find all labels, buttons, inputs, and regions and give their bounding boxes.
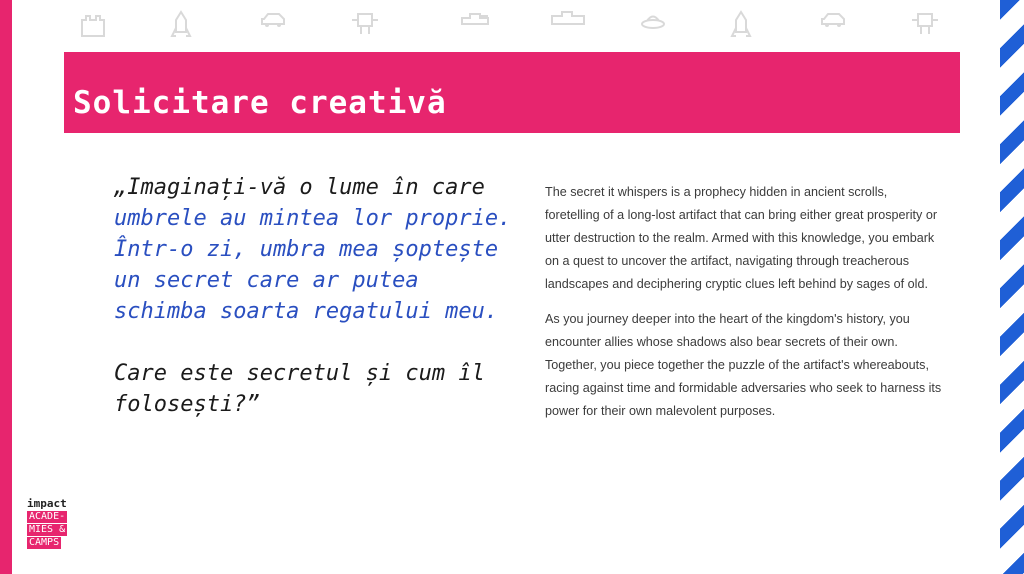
story-response [545,181,945,423]
logo-line: ACADE- [29,511,66,522]
robot-icon [910,10,940,36]
logo-line: MIES & [29,524,66,535]
tank-icon [460,10,490,28]
castle-icon [80,10,106,38]
slide-title: Solicitare creativă [73,85,447,121]
creative-prompt [114,172,514,420]
prompt-text-highlight: umbrele au mintea lor proprie. Într-o zi, umbra mea șoptește un secret care ar putea schimba soarta regatului meu. [114,206,512,324]
logo-word: impact [27,497,67,510]
right-striped-border [1000,0,1024,574]
prompt-text-intro: „Imaginați-vă o lume în care [114,175,485,200]
prompt-question: Care este secretul și cum îl folosești?” [114,361,485,417]
impact-academies-logo [27,497,97,550]
rocket-icon [730,10,752,40]
rocket-icon [170,10,192,40]
story-paragraph-2: As you journey deeper into the heart of the kingdom's history, you encounter allies whose shadows also bear secrets of their own. Together, you piece together the puzzle of the artifact's whereabouts, racing against time and formidable adversaries who seek to harness its power for their own malevolent purposes. [545,312,942,418]
title-banner [64,52,960,133]
ufo-icon [640,10,666,34]
prompt-paragraph [114,172,514,327]
logo-line: CAMPS [29,537,60,548]
left-accent-bar [0,0,12,574]
car-icon [820,10,846,28]
story-paragraph-1: The secret it whispers is a prophecy hidden in ancient scrolls, foretelling of a long-lost artifact that can bring either great prosperity or utter destruction to the realm. Armed with this knowledge, you embark on a quest to uncover the artifact, navigating through treacherous landscapes and deciphering cryptic clues left behind by sages of old. [545,185,938,291]
robot-icon [350,10,380,36]
car-icon [260,10,286,28]
decorative-icon-strip [70,4,970,44]
train-icon [550,10,586,28]
